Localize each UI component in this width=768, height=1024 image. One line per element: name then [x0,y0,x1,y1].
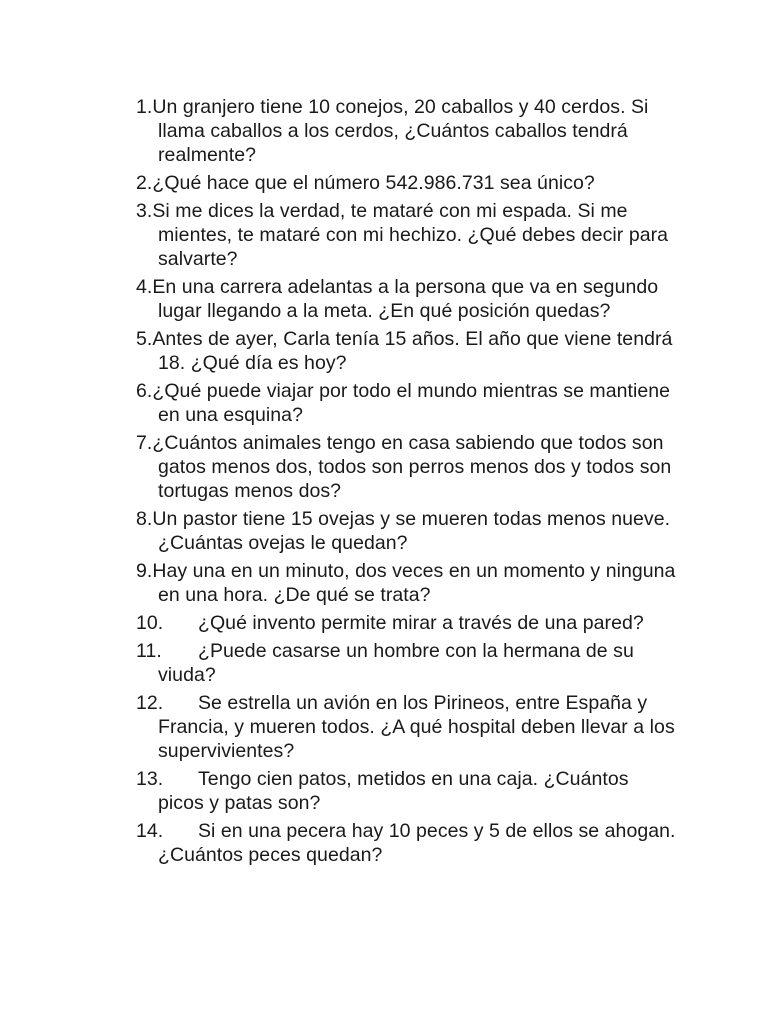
riddle-text: Si en una pecera hay 10 peces y 5 de ellos se ahogan. ¿Cuántos peces quedan? [158,820,676,866]
riddle-number: 10. [136,612,164,634]
riddle-item [136,95,676,167]
riddle-text: Se estrella un avión en los Pirineos, entre España y Francia, y mueren todos. ¿A qué hospital deben llevar a los supervivientes? [158,692,675,762]
riddle-number: 11. [136,640,162,662]
riddle-item [136,559,676,607]
riddle-item [136,275,676,323]
riddle-number: 5. [136,328,153,350]
riddle-number: 2. [136,172,153,194]
riddle-number: 7. [136,432,153,454]
riddle-number: 9. [136,560,153,582]
riddle-item [136,431,676,503]
riddle-text: Hay una en un minuto, dos veces en un momento y ninguna en una hora. ¿De qué se trata? [152,560,676,606]
riddle-text: Un granjero tiene 10 conejos, 20 caballos y 40 cerdos. Si llama caballos a los cerdos, ¿Cuántos caballos tendrá realmente? [152,96,649,166]
riddle-item [136,611,676,635]
riddle-text: Si me dices la verdad, te mataré con mi espada. Si me mientes, te mataré con mi hechizo. ¿Qué debes decir para salvarte? [152,200,669,270]
riddle-number: 8. [136,508,153,530]
riddle-item [136,327,676,375]
riddle-number: 14. [136,820,164,842]
riddle-text: Antes de ayer, Carla tenía 15 años. El año que viene tendrá 18. ¿Qué día es hoy? [152,328,673,374]
riddle-item [136,199,676,271]
riddle-text: Un pastor tiene 15 ovejas y se mueren todas menos nueve. ¿Cuántas ovejas le quedan? [152,508,671,554]
riddle-number: 12. [136,692,164,714]
riddle-text: ¿Qué puede viajar por todo el mundo mientras se mantiene en una esquina? [152,380,671,426]
riddle-number: 4. [136,276,153,298]
riddle-list [136,95,676,871]
riddle-text: ¿Qué invento permite mirar a través de una pared? [198,612,644,634]
riddle-text: ¿Cuántos animales tengo en casa sabiendo que todos son gatos menos dos, todos son perros menos dos y todos son tortugas menos dos? [152,432,672,502]
riddle-number: 3. [136,200,153,222]
riddle-item [136,171,676,195]
riddle-item [136,639,676,687]
riddle-number: 6. [136,380,153,402]
riddle-number: 1. [136,96,153,118]
riddle-text: ¿Qué hace que el número 542.986.731 sea único? [152,172,595,194]
riddle-text: En una carrera adelantas a la persona que va en segundo lugar llegando a la meta. ¿En qué posición quedas? [152,276,659,322]
riddle-item [136,819,676,867]
riddle-item [136,379,676,427]
riddle-item [136,767,676,815]
riddle-text: Tengo cien patos, metidos en una caja. ¿Cuántos picos y patas son? [158,768,629,814]
riddle-text: ¿Puede casarse un hombre con la hermana de su viuda? [158,640,634,686]
riddle-item [136,691,676,763]
riddle-number: 13. [136,768,164,790]
riddle-item [136,507,676,555]
